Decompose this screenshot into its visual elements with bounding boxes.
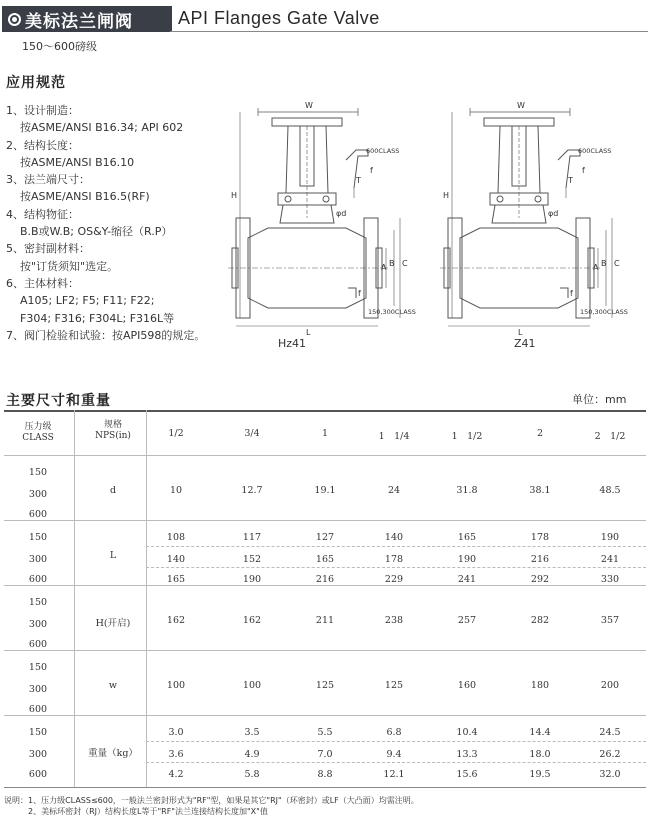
table-cell: 216 [530, 554, 550, 565]
class-value: 150 [28, 662, 48, 673]
table-cell: 3.6 [168, 749, 184, 760]
application-title: 应用规范 [6, 75, 66, 91]
column-divider [74, 410, 75, 787]
class-header [22, 422, 54, 444]
table-cell: 19.5 [529, 769, 551, 780]
z41-w-label: W [517, 101, 525, 110]
table-cell: 190 [457, 554, 477, 565]
table-cell: 8.8 [317, 769, 333, 780]
table-cell: 10 [169, 485, 183, 496]
table-cell: 15.6 [456, 769, 478, 780]
spec-item-head: 7、阀门检验和试验：按API598的规定。 [6, 328, 206, 342]
hz41-f-label: f [370, 166, 373, 175]
z41-b-label: B [601, 259, 607, 268]
class-header-cn: 压力级 [24, 422, 52, 432]
group-rule [4, 520, 646, 521]
row-divider [146, 741, 646, 742]
table-cell: 19.1 [314, 485, 336, 496]
table-cell: 127 [315, 532, 335, 543]
row-divider [146, 567, 646, 568]
group-rule [4, 585, 646, 586]
class-value: 300 [28, 554, 48, 565]
spec-item-head: 1、设计制造： [6, 104, 79, 117]
hz41-w-label: W [305, 101, 313, 110]
z41-a-label: A [593, 263, 599, 272]
table-cell: 100 [242, 680, 262, 691]
spec-item-body: F304; F316; F304L; F316L等 [20, 311, 175, 325]
note-1: 说明：1、压力级CLASS≤600，一般法兰密封形式为"RF"型，如果是其它"RJ"（环密封）或LF（大凸面）均需注明。 [4, 796, 419, 805]
hz41-phid-label: φd [336, 209, 347, 218]
class-value: 150 [28, 467, 48, 478]
row-divider [146, 762, 646, 763]
z41-c-label: C [614, 259, 620, 268]
spec-item-body: 按ASME/ANSI B16.10 [20, 155, 135, 169]
table-cell: 117 [242, 532, 262, 543]
hz41-t-label: T [356, 176, 361, 185]
title-box [2, 6, 172, 32]
table-cell: 238 [384, 615, 404, 626]
z41-phid-label: φd [548, 209, 559, 218]
hz41-drawing [228, 98, 428, 338]
size-header: 3/4 [244, 428, 260, 439]
hz41-150class-label: 150,300CLASS [368, 308, 416, 316]
table-cell: 330 [600, 574, 620, 585]
table-cell: 108 [166, 532, 186, 543]
table-cell: 31.8 [456, 485, 478, 496]
size-header: 1/2 [168, 428, 184, 439]
table-cell: 178 [530, 532, 550, 543]
spec-item-head: 5、密封副材料： [6, 242, 90, 256]
z41-600class-label: 600CLASS [578, 147, 612, 155]
spec-item-head: 4、结构物征： [6, 207, 79, 221]
table-cell: 9.4 [386, 749, 402, 760]
table-cell: 241 [457, 574, 477, 585]
class-value: 300 [28, 684, 48, 695]
row-divider [146, 546, 646, 547]
z41-t-label: T [568, 176, 573, 185]
dimensions-title: 主要尺寸和重量 [6, 393, 111, 409]
table-cell: 241 [600, 554, 620, 565]
class-value: 150 [28, 727, 48, 738]
table-cell: 4.9 [244, 749, 260, 760]
spec-item-body: B.B或W.B; OS&Y-缩径（R.P） [20, 225, 173, 239]
hz41-c-label: C [402, 259, 408, 268]
table-cell: 10.4 [456, 727, 478, 738]
unit-label: 单位：mm [572, 393, 627, 406]
table-cell: 190 [242, 574, 262, 585]
spec-list [6, 102, 231, 344]
table-cell: 152 [242, 554, 262, 565]
size-header: 2 1/2 [594, 431, 626, 442]
table-cell: 5.5 [317, 727, 333, 738]
table-cell: 18.0 [529, 749, 551, 760]
table-cell: 282 [530, 615, 550, 626]
hz41-a-label: A [381, 263, 387, 272]
hz41-caption: Hz41 [278, 337, 307, 350]
table-cell: 100 [166, 680, 186, 691]
class-value: 300 [28, 489, 48, 500]
spec-item-body: 按"订货须知"选定。 [20, 259, 119, 273]
z41-150class-label: 150,300CLASS [580, 308, 628, 316]
param-label: H(开启) [95, 618, 131, 629]
hz41-l-label: L [306, 328, 311, 337]
spec-item-body: 按ASME/ANSI B16.34; API 602 [20, 121, 184, 135]
table-cell: 32.0 [599, 769, 621, 780]
param-label: d [109, 485, 117, 496]
table-cell: 125 [384, 680, 404, 691]
table-cell: 7.0 [317, 749, 333, 760]
class-value: 600 [28, 639, 48, 650]
table-cell: 3.0 [168, 727, 184, 738]
pressure-class-subtitle: 150～600磅级 [22, 40, 97, 53]
hz41-h-label: H [231, 191, 238, 200]
class-value: 600 [28, 509, 48, 520]
class-value: 300 [28, 749, 48, 760]
table-bottom-rule [4, 787, 646, 788]
table-cell: 12.7 [241, 485, 263, 496]
hz41-b-label: B [389, 259, 395, 268]
nps-header-cn: 规格 [103, 420, 123, 430]
class-value: 150 [28, 532, 48, 543]
z41-drawing [440, 98, 640, 338]
group-rule [4, 650, 646, 651]
class-value: 600 [28, 574, 48, 585]
table-cell: 165 [315, 554, 335, 565]
size-header: 1 1/2 [451, 431, 483, 442]
table-cell: 26.2 [599, 749, 621, 760]
table-cell: 125 [315, 680, 335, 691]
z41-l-label: L [518, 328, 523, 337]
param-label: w [108, 680, 118, 691]
z41-f-label: f [582, 166, 585, 175]
table-top-rule [4, 410, 646, 412]
table-cell: 165 [457, 532, 477, 543]
table-cell: 165 [166, 574, 186, 585]
table-cell: 12.1 [383, 769, 405, 780]
column-divider [146, 410, 147, 787]
spec-item-body: A105; LF2; F5; F11; F22; [20, 294, 155, 308]
z41-h-label: H [443, 191, 450, 200]
table-cell: 140 [166, 554, 186, 565]
param-label: 重量（kg） [88, 748, 138, 759]
size-header: 1 1/4 [378, 431, 410, 442]
table-cell: 257 [457, 615, 477, 626]
table-cell: 178 [384, 554, 404, 565]
spec-item-head: 2、结构长度： [6, 138, 79, 152]
spec-item-body: 按ASME/ANSI B16.5(RF) [20, 190, 150, 204]
title-en: API Flanges Gate Valve [178, 8, 380, 28]
table-cell: 190 [600, 532, 620, 543]
hz41-600class-label: 600CLASS [366, 147, 400, 155]
table-cell: 162 [242, 615, 262, 626]
bullet-icon [8, 13, 21, 26]
table-cell: 216 [315, 574, 335, 585]
header-rule [4, 455, 646, 456]
page-header [0, 6, 650, 34]
class-value: 150 [28, 597, 48, 608]
spec-item-head: 3、法兰端尺寸： [6, 173, 90, 187]
note-2: 2、美标环密封（RJ）结构长度L等于"RF"法兰连接结构长度加"X"值 [4, 807, 268, 816]
size-header: 2 [536, 428, 544, 439]
table-cell: 38.1 [529, 485, 551, 496]
table-cell: 24 [387, 485, 401, 496]
table-cell: 3.5 [244, 727, 260, 738]
z41-caption: Z41 [514, 337, 536, 350]
hz41-f2-label: f [358, 289, 361, 298]
spec-item-head: 6、主体材料： [6, 276, 79, 290]
table-cell: 162 [166, 615, 186, 626]
group-rule [4, 715, 646, 716]
table-cell: 14.4 [529, 727, 551, 738]
table-cell: 180 [530, 680, 550, 691]
class-value: 300 [28, 619, 48, 630]
title-cn: 美标法兰闸阀 [25, 11, 133, 32]
table-cell: 4.2 [168, 769, 184, 780]
nps-header [95, 420, 131, 442]
table-cell: 211 [315, 615, 335, 626]
table-cell: 200 [600, 680, 620, 691]
nps-header-en: NPS(in) [95, 431, 131, 441]
class-value: 600 [28, 704, 48, 715]
table-cell: 5.8 [244, 769, 260, 780]
size-header: 1 [321, 428, 329, 439]
table-cell: 6.8 [386, 727, 402, 738]
table-cell: 13.3 [456, 749, 478, 760]
header-rule [170, 31, 648, 32]
class-header-en: CLASS [22, 433, 54, 443]
param-label: L [109, 550, 117, 561]
z41-f2-label: f [570, 289, 573, 298]
table-cell: 160 [457, 680, 477, 691]
notes [4, 795, 419, 817]
table-cell: 357 [600, 615, 620, 626]
table-cell: 292 [530, 574, 550, 585]
class-value: 600 [28, 769, 48, 780]
table-cell: 140 [384, 532, 404, 543]
table-cell: 48.5 [599, 485, 621, 496]
table-cell: 229 [384, 574, 404, 585]
table-cell: 24.5 [599, 727, 621, 738]
